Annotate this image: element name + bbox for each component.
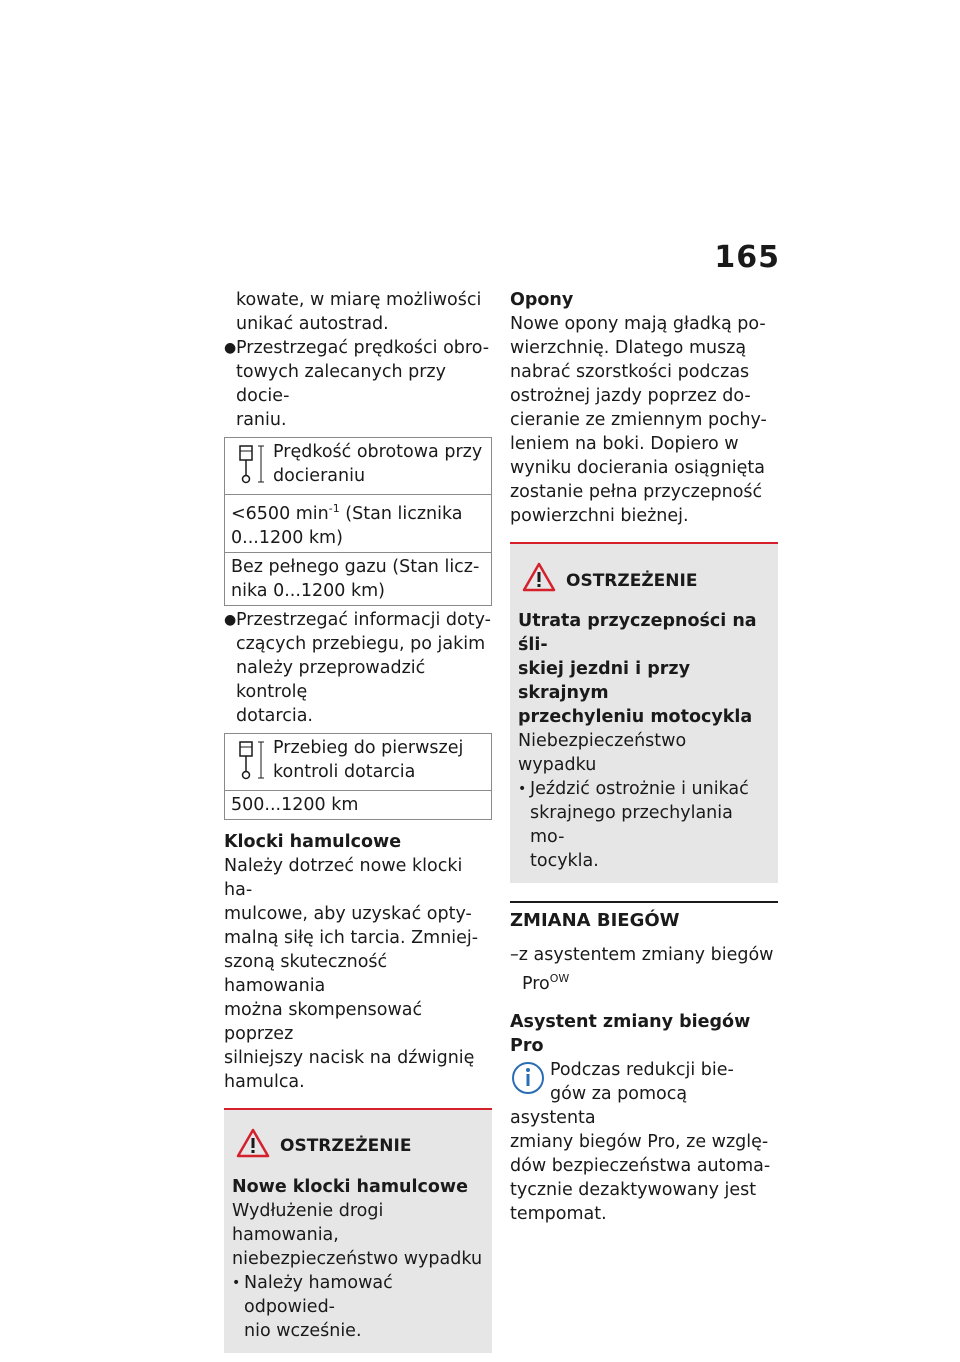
brakes-heading: Klocki hamulcowe <box>224 831 402 852</box>
text-line: należy przeprowadzić kontrolę <box>236 657 426 702</box>
bullet-dot: • <box>232 1274 241 1291</box>
spec-value-row: 500...1200 km <box>231 794 359 815</box>
bullet-dot: ● <box>224 611 237 628</box>
dash-list-item: –z asystentem zmiany biegów Pro$^{OW}$ <box>510 945 774 994</box>
bullet-item <box>224 608 492 728</box>
spec-value-row: <6500 $\min^{-1} (Stan$ licznika 0...1200 km) <box>231 502 463 548</box>
section-title: ZMIANA BIEGÓW <box>510 910 680 931</box>
warning-subject: Nowe klocki hamulcowe <box>232 1176 468 1197</box>
tyres-heading: Opony <box>510 290 574 310</box>
bullet-dot: ● <box>224 340 237 356</box>
warning-text: Wydłużenie drogi hamowania, niebezpieczeństwo wypadku <box>232 1200 483 1269</box>
assist-heading: Asystent zmiany biegów Pro <box>510 1011 751 1056</box>
text-line: towych zalecanych przy docie- <box>236 362 446 406</box>
left-column <box>224 288 492 1353</box>
spec-box-rpm <box>224 437 492 606</box>
warning-box-tyres <box>510 542 778 883</box>
warning-subject: Utrata przyczepności na śli- skiej jezdni i przy skrajnym przechyleniu motocykla <box>518 611 757 727</box>
text-line: kowate, w miarę możliwości <box>236 290 482 310</box>
page-number: 165 <box>714 240 780 275</box>
text-line: Przestrzegać informacji doty- <box>236 609 491 630</box>
warning-title: OSTRZEŻENIE <box>280 1136 412 1157</box>
intro-paragraph <box>224 288 492 336</box>
text-line: unikać autostrad. <box>236 314 389 334</box>
warning-bullet: • Należy hamować odpowied- nio wcześnie. <box>232 1272 393 1341</box>
warning-triangle-icon <box>236 1128 270 1165</box>
section-divider <box>510 901 778 933</box>
warning-triangle-icon <box>522 562 556 599</box>
text-line: dotarcia. <box>236 705 313 726</box>
text-line: raniu. <box>236 410 287 430</box>
info-icon <box>510 1058 546 1098</box>
right-column <box>510 288 778 1226</box>
text-line: czących przebiegu, po jakim <box>236 633 486 654</box>
assist-paragraph: Podczas redukcji bie- gów za pomocą asystenta zmiany biegów Pro, ze wzglę- dów bezpieczeństwa automa- tycznie dezaktywowany jest tempomat. <box>510 1059 771 1224</box>
spec-value-row: Bez pełnego gazu (Stan licz- nika 0...1200 km) <box>225 552 491 605</box>
spec-title: Prędkość obrotowa przy docieraniu <box>273 442 483 486</box>
warning-title: OSTRZEŻENIE <box>566 570 698 591</box>
text-line: Przestrzegać prędkości obro- <box>236 338 490 358</box>
bullet-item <box>224 336 492 432</box>
bullet-dot: • <box>518 781 527 797</box>
tyres-paragraph: Nowe opony mają gładką po- wierzchnię. Dlatego muszą nabrać szorstkości podczas ostrożnej jazdy poprzez do- cieranie ze zmiennym pochy- leniem na boki. Dopiero w wyniku docierania osiągnięta zostanie pełna przyczepność powierzchni bieżnej. <box>510 314 767 526</box>
spec-title: Przebieg do pierwszej kontroli dotarcia <box>273 737 464 782</box>
spec-box-mileage <box>224 733 492 820</box>
warning-text: Niebezpieczeństwo wypadku <box>518 731 687 775</box>
brakes-paragraph: Należy dotrzeć nowe klocki ha- mulcowe, aby uzyskać opty- malną siłę ich tarcia. Zmniej- szoną skuteczność hamowania można skompensować poprzez silniejszy nacisk na dźwignię hamulca. <box>224 855 479 1092</box>
engine-piston-icon <box>231 440 273 488</box>
engine-piston-icon <box>231 736 273 784</box>
warning-box-brakes <box>224 1108 492 1353</box>
warning-bullet: • Jeździć ostrożnie i unikać skrajnego przechylania mo- tocykla. <box>518 779 749 871</box>
